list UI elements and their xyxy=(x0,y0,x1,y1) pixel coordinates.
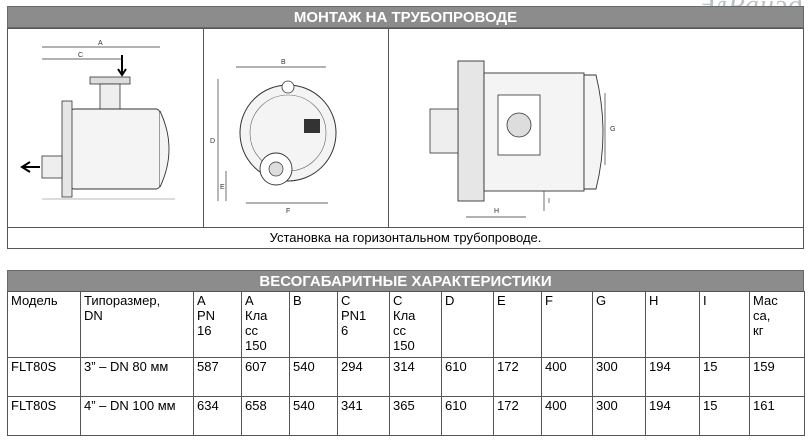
table-cell: 400 xyxy=(542,358,593,397)
dim-label-i: I xyxy=(548,198,550,205)
column-header-line: 6 xyxy=(341,323,349,338)
table-cell: 365 xyxy=(390,397,442,436)
column-header xyxy=(81,292,194,358)
table-row xyxy=(8,358,805,397)
column-header xyxy=(290,292,338,358)
specs-section-title: ВЕСОГАБАРИТНЫЕ ХАРАКТЕРИСТИКИ xyxy=(7,270,804,292)
table-cell: 194 xyxy=(646,397,700,436)
table-cell: 587 xyxy=(194,358,242,397)
dim-label-d: D xyxy=(210,138,216,145)
column-header-line: Кла xyxy=(393,308,416,323)
table-cell: 610 xyxy=(442,397,494,436)
column-header-line: кг xyxy=(753,323,764,338)
table-cell: 161 xyxy=(750,397,805,436)
column-header xyxy=(390,292,442,358)
column-header-line: D xyxy=(445,293,455,308)
inlet-arrow-icon xyxy=(118,55,126,75)
column-header-line: H xyxy=(649,293,659,308)
column-header-line: C xyxy=(341,293,351,308)
table-cell: FLT80S xyxy=(8,358,81,397)
top-port xyxy=(282,81,294,93)
column-header-line: F xyxy=(545,293,553,308)
side-view-drawing xyxy=(10,31,200,226)
column-header xyxy=(646,292,700,358)
column-header-line: 16 xyxy=(197,323,212,338)
column-header-line: са, xyxy=(753,308,771,323)
column-header-line: A xyxy=(197,293,206,308)
column-header-line: Типоразмер, xyxy=(84,293,161,308)
panel-divider xyxy=(388,29,389,228)
column-header-line: Кла xyxy=(245,308,268,323)
installation-section-title: МОНТАЖ НА ТРУБОПРОВОДЕ xyxy=(7,6,804,28)
column-header-line: I xyxy=(703,293,707,308)
table-cell: 294 xyxy=(338,358,390,397)
outlet-arrow-icon xyxy=(22,162,40,172)
table-cell: 172 xyxy=(494,358,542,397)
column-header xyxy=(750,292,805,358)
table-cell: 658 xyxy=(242,397,290,436)
column-header-line: PN xyxy=(197,308,216,323)
table-cell: 607 xyxy=(242,358,290,397)
nameplate-icon xyxy=(304,119,320,133)
column-header xyxy=(242,292,290,358)
side-cover-plate xyxy=(458,61,484,201)
table-cell: 314 xyxy=(390,358,442,397)
table-cell: 172 xyxy=(494,397,542,436)
trap-body xyxy=(70,109,160,189)
column-header xyxy=(494,292,542,358)
table-cell: 3” – DN 80 мм xyxy=(81,358,194,397)
table-cell: 540 xyxy=(290,358,338,397)
column-header xyxy=(442,292,494,358)
table-cell: 540 xyxy=(290,397,338,436)
table-cell: 194 xyxy=(646,358,700,397)
column-header-line: C xyxy=(393,293,403,308)
dim-label-h: H xyxy=(494,208,500,215)
dim-label-c: C xyxy=(78,52,84,59)
column-header-line: 150 xyxy=(245,338,267,353)
column-header xyxy=(700,292,750,358)
table-row xyxy=(8,397,805,436)
column-header-line: DN xyxy=(84,308,103,323)
outlet-bore xyxy=(269,162,283,176)
dim-label-a: A xyxy=(98,40,103,47)
column-header xyxy=(8,292,81,358)
body-dome xyxy=(584,75,603,189)
table-cell: 400 xyxy=(542,397,593,436)
panel-divider xyxy=(203,29,204,228)
dim-label-e: E xyxy=(220,184,225,191)
table-cell: 300 xyxy=(593,358,646,397)
table-cell: 341 xyxy=(338,397,390,436)
outlet-bore-top xyxy=(507,113,531,137)
cover-flange xyxy=(62,101,72,197)
table-cell: 610 xyxy=(442,358,494,397)
trap-dome xyxy=(160,111,169,187)
inlet-flange xyxy=(90,77,130,84)
column-header-line: Мас xyxy=(753,293,778,308)
table-cell: 634 xyxy=(194,397,242,436)
column-header xyxy=(338,292,390,358)
installation-caption: Установка на горизонтальном трубопроводе. xyxy=(8,227,803,248)
specs-table xyxy=(7,291,805,436)
dim-label-b: B xyxy=(281,59,286,66)
table-cell: 300 xyxy=(593,397,646,436)
table-cell: 4” – DN 100 мм xyxy=(81,397,194,436)
table-cell: 15 xyxy=(700,358,750,397)
table-header-row xyxy=(8,292,805,358)
table-cell: 159 xyxy=(750,358,805,397)
column-header-line: A xyxy=(245,293,254,308)
table-cell: 15 xyxy=(700,397,750,436)
table-cell: FLT80S xyxy=(8,397,81,436)
front-view-drawing xyxy=(206,31,386,226)
column-header xyxy=(194,292,242,358)
inlet-pipe-top xyxy=(430,109,458,153)
column-header xyxy=(542,292,593,358)
column-header-line: E xyxy=(497,293,506,308)
outlet-flange xyxy=(42,156,62,178)
column-header-line: Модель xyxy=(11,293,58,308)
column-header-line: сс xyxy=(245,323,258,338)
column-header-line: 150 xyxy=(393,338,415,353)
column-header-line: B xyxy=(293,293,302,308)
dim-label-f: F xyxy=(286,208,291,215)
installation-diagram-panel xyxy=(7,28,804,249)
column-header-line: G xyxy=(596,293,607,308)
dim-label-g: G xyxy=(610,126,616,133)
top-view-drawing xyxy=(400,31,800,226)
column-header-line: сс xyxy=(393,323,406,338)
column-header-line: PN1 xyxy=(341,308,367,323)
column-header xyxy=(593,292,646,358)
